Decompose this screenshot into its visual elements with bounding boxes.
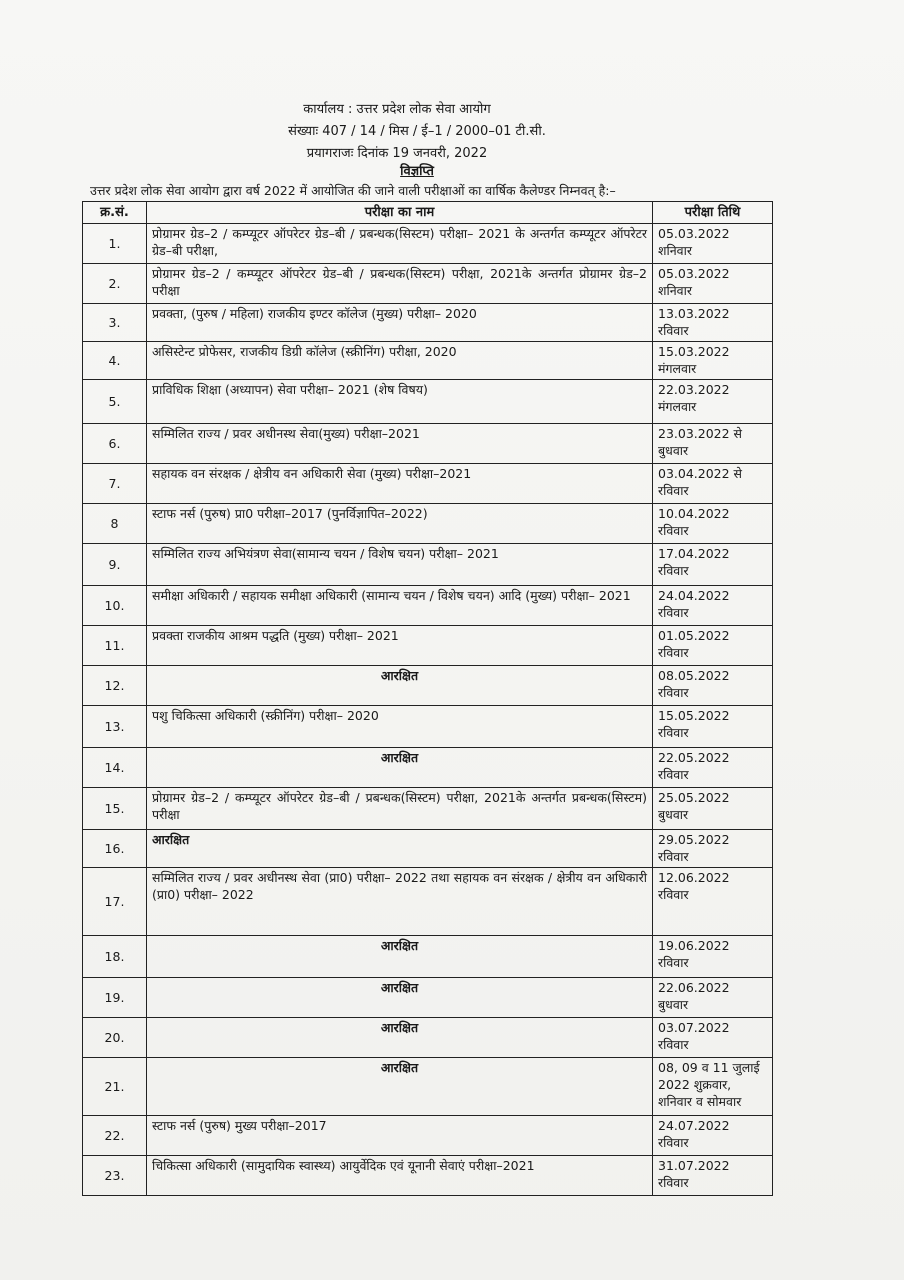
row-exam-name: प्रोग्रामर ग्रेड–2 / कम्प्यूटर ऑपरेटर ग्रेड–बी / प्रबन्धक(सिस्टम) परीक्षा– 2021 के अन्तर्गत कम्प्यूटर ऑपरेटर ग्रेड–बी परीक्षा, — [147, 224, 653, 264]
row-exam-date-cell — [653, 380, 773, 424]
row-serial: 10. — [83, 586, 147, 626]
row-exam-name: पशु चिकित्सा अधिकारी (स्क्रीनिंग) परीक्षा– 2020 — [147, 706, 653, 748]
row-exam-date-cell — [653, 304, 773, 342]
table-row — [83, 424, 773, 464]
table-row — [83, 464, 773, 504]
row-exam-name: प्रवक्ता, (पुरुष / महिला) राजकीय इण्टर कॉलेज (मुख्य) परीक्षा– 2020 — [147, 304, 653, 342]
table-row — [83, 830, 773, 868]
row-exam-name: सम्मिलित राज्य अभियंत्रण सेवा(सामान्य चयन / विशेष चयन) परीक्षा– 2021 — [147, 544, 653, 586]
row-exam-date: 22.05.2022 — [658, 750, 730, 765]
table-row — [83, 380, 773, 424]
row-exam-date: 31.07.2022 — [658, 1158, 730, 1173]
row-serial: 8 — [83, 504, 147, 544]
row-exam-name: समीक्षा अधिकारी / सहायक समीक्षा अधिकारी (सामान्य चयन / विशेष चयन) आदि (मुख्य) परीक्षा– 2021 — [147, 586, 653, 626]
row-exam-day: रविवार — [658, 605, 689, 620]
row-exam-name: स्टाफ नर्स (पुरुष) मुख्य परीक्षा–2017 — [147, 1116, 653, 1156]
table-row — [83, 224, 773, 264]
row-exam-date: 10.04.2022 — [658, 506, 730, 521]
row-exam-day: रविवार — [658, 955, 689, 970]
office-name: कार्यालय : उत्तर प्रदेश लोक सेवा आयोग — [303, 102, 491, 117]
row-exam-day: रविवार — [658, 725, 689, 740]
row-serial: 5. — [83, 380, 147, 424]
row-exam-date-cell — [653, 706, 773, 748]
row-serial: 7. — [83, 464, 147, 504]
row-exam-date-cell — [653, 224, 773, 264]
row-exam-date-cell — [653, 868, 773, 936]
table-row — [83, 504, 773, 544]
row-exam-name: असिस्टेन्ट प्रोफेसर, राजकीय डिग्री कॉलेज (स्क्रीनिंग) परीक्षा, 2020 — [147, 342, 653, 380]
table-row — [83, 1018, 773, 1058]
row-exam-date: 12.06.2022 — [658, 870, 730, 885]
row-exam-day: रविवार — [658, 1175, 689, 1190]
row-serial: 23. — [83, 1156, 147, 1196]
row-serial: 17. — [83, 868, 147, 936]
row-exam-name: आरक्षित — [147, 830, 653, 868]
row-serial: 14. — [83, 748, 147, 788]
row-exam-date: 17.04.2022 — [658, 546, 730, 561]
row-exam-date: 24.04.2022 — [658, 588, 730, 603]
table-row — [83, 1116, 773, 1156]
row-serial: 4. — [83, 342, 147, 380]
table-body — [83, 224, 773, 1196]
table-row — [83, 586, 773, 626]
row-exam-date: 03.07.2022 — [658, 1020, 730, 1035]
row-exam-day: बुधवार — [658, 807, 689, 822]
row-exam-date: 25.05.2022 — [658, 790, 730, 805]
table-row — [83, 748, 773, 788]
row-exam-date: 22.06.2022 — [658, 980, 730, 995]
table-row — [83, 1156, 773, 1196]
row-serial: 12. — [83, 666, 147, 706]
table-header-row — [83, 202, 773, 224]
row-exam-date: 01.05.2022 — [658, 628, 730, 643]
row-exam-day: रविवार — [658, 645, 689, 660]
row-exam-name: प्राविधिक शिक्षा (अध्यापन) सेवा परीक्षा– 2021 (शेष विषय) — [147, 380, 653, 424]
table-row — [83, 626, 773, 666]
row-exam-day: रविवार — [658, 887, 689, 902]
row-exam-name: प्रवक्ता राजकीय आश्रम पद्धति (मुख्य) परीक्षा– 2021 — [147, 626, 653, 666]
row-exam-day: रविवार — [658, 483, 689, 498]
row-exam-date: 08.05.2022 — [658, 668, 730, 683]
row-exam-date-cell — [653, 830, 773, 868]
row-serial: 3. — [83, 304, 147, 342]
row-exam-date: 19.06.2022 — [658, 938, 730, 953]
row-exam-name: आरक्षित — [147, 666, 653, 706]
row-exam-date-cell — [653, 504, 773, 544]
row-exam-name: सहायक वन संरक्षक / क्षेत्रीय वन अधिकारी सेवा (मुख्य) परीक्षा–2021 — [147, 464, 653, 504]
notice-title: विज्ञप्ति — [400, 164, 434, 179]
row-exam-date-cell — [653, 936, 773, 978]
table-row — [83, 1058, 773, 1116]
row-exam-date: 29.05.2022 — [658, 832, 730, 847]
table-row — [83, 304, 773, 342]
header-serial: क्र.सं. — [83, 202, 147, 224]
reference-number: संख्याः 407 / 14 / मिस / ई–1 / 2000–01 टी.सी. — [288, 124, 546, 139]
row-serial: 9. — [83, 544, 147, 586]
row-serial: 13. — [83, 706, 147, 748]
row-serial: 1. — [83, 224, 147, 264]
row-serial: 18. — [83, 936, 147, 978]
row-exam-date-cell — [653, 788, 773, 830]
row-serial: 21. — [83, 1058, 147, 1116]
header-exam-name: परीक्षा का नाम — [147, 202, 653, 224]
row-exam-date-cell — [653, 666, 773, 706]
row-exam-date: 13.03.2022 — [658, 306, 730, 321]
table-row — [83, 788, 773, 830]
row-exam-date: 15.03.2022 — [658, 344, 730, 359]
table-row — [83, 936, 773, 978]
row-exam-date-cell — [653, 464, 773, 504]
row-exam-date: 24.07.2022 — [658, 1118, 730, 1133]
row-exam-date: 03.04.2022 से — [658, 466, 742, 481]
row-exam-date: 23.03.2022 से — [658, 426, 742, 441]
row-serial: 15. — [83, 788, 147, 830]
row-exam-date-cell — [653, 1156, 773, 1196]
row-exam-date-cell — [653, 424, 773, 464]
row-exam-day: रविवार — [658, 1135, 689, 1150]
row-serial: 2. — [83, 264, 147, 304]
row-exam-date: 22.03.2022 — [658, 382, 730, 397]
row-exam-day: बुधवार — [658, 443, 689, 458]
row-exam-day: मंगलवार — [658, 399, 697, 414]
row-serial: 6. — [83, 424, 147, 464]
row-exam-day: रविवार — [658, 685, 689, 700]
row-exam-day: रविवार — [658, 563, 689, 578]
row-exam-date-cell — [653, 1058, 773, 1116]
row-exam-date: 08, 09 व 11 जुलाई 2022 शुक्रवार, शनिवार व सोमवार — [658, 1060, 760, 1109]
table-row — [83, 978, 773, 1018]
row-serial: 19. — [83, 978, 147, 1018]
table-row — [83, 666, 773, 706]
row-exam-name: आरक्षित — [147, 748, 653, 788]
row-exam-day: शनिवार — [658, 243, 692, 258]
row-exam-date-cell — [653, 544, 773, 586]
row-exam-date-cell — [653, 342, 773, 380]
table-row — [83, 868, 773, 936]
row-exam-date: 15.05.2022 — [658, 708, 730, 723]
row-exam-day: मंगलवार — [658, 361, 697, 376]
row-exam-date-cell — [653, 748, 773, 788]
row-serial: 16. — [83, 830, 147, 868]
table-row — [83, 342, 773, 380]
row-exam-date-cell — [653, 978, 773, 1018]
row-exam-day: रविवार — [658, 323, 689, 338]
place-date: प्रयागराजः दिनांक 19 जनवरी, 2022 — [306, 146, 488, 161]
table-row — [83, 706, 773, 748]
row-serial: 20. — [83, 1018, 147, 1058]
row-exam-date-cell — [653, 626, 773, 666]
intro-text: उत्तर प्रदेश लोक सेवा आयोग द्वारा वर्ष 2022 में आयोजित की जाने वाली परीक्षाओं का वार्षिक कैलेण्डर निम्नवत् है:– — [90, 183, 616, 198]
row-exam-date: 05.03.2022 — [658, 226, 730, 241]
row-exam-date-cell — [653, 264, 773, 304]
row-exam-date-cell — [653, 1018, 773, 1058]
row-exam-name: प्रोग्रामर ग्रेड–2 / कम्प्यूटर ऑपरेटर ग्रेड–बी / प्रबन्धक(सिस्टम) परीक्षा, 2021के अन्तर्गत प्रबन्धक(सिस्टम) परीक्षा — [147, 788, 653, 830]
row-exam-name: आरक्षित — [147, 1018, 653, 1058]
table-row — [83, 264, 773, 304]
row-exam-name: आरक्षित — [147, 978, 653, 1018]
row-serial: 11. — [83, 626, 147, 666]
row-exam-day: बुधवार — [658, 997, 689, 1012]
row-exam-day: रविवार — [658, 767, 689, 782]
row-exam-name: आरक्षित — [147, 936, 653, 978]
row-exam-name: सम्मिलित राज्य / प्रवर अधीनस्थ सेवा (प्रा0) परीक्षा– 2022 तथा सहायक वन संरक्षक / क्षेत्रीय वन अधिकारी (प्रा0) परीक्षा– 2022 — [147, 868, 653, 936]
exam-calendar-table — [82, 201, 773, 1196]
row-exam-name: प्रोग्रामर ग्रेड–2 / कम्प्यूटर ऑपरेटर ग्रेड–बी / प्रबन्धक(सिस्टम) परीक्षा, 2021के अन्तर्गत प्रोग्रामर ग्रेड–2 परीक्षा — [147, 264, 653, 304]
table-row — [83, 544, 773, 586]
row-exam-date: 05.03.2022 — [658, 266, 730, 281]
row-exam-name: स्टाफ नर्स (पुरुष) प्रा0 परीक्षा–2017 (पुनर्विज्ञापित–2022) — [147, 504, 653, 544]
row-exam-name: आरक्षित — [147, 1058, 653, 1116]
header-exam-date: परीक्षा तिथि — [653, 202, 773, 224]
row-exam-date-cell — [653, 586, 773, 626]
row-exam-day: रविवार — [658, 1037, 689, 1052]
row-serial: 22. — [83, 1116, 147, 1156]
row-exam-day: रविवार — [658, 523, 689, 538]
row-exam-name: सम्मिलित राज्य / प्रवर अधीनस्थ सेवा(मुख्य) परीक्षा–2021 — [147, 424, 653, 464]
row-exam-name: चिकित्सा अधिकारी (सामुदायिक स्वास्थ्य) आयुर्वेदिक एवं यूनानी सेवाएं परीक्षा–2021 — [147, 1156, 653, 1196]
row-exam-day: रविवार — [658, 849, 689, 864]
row-exam-date-cell — [653, 1116, 773, 1156]
row-exam-day: शनिवार — [658, 283, 692, 298]
